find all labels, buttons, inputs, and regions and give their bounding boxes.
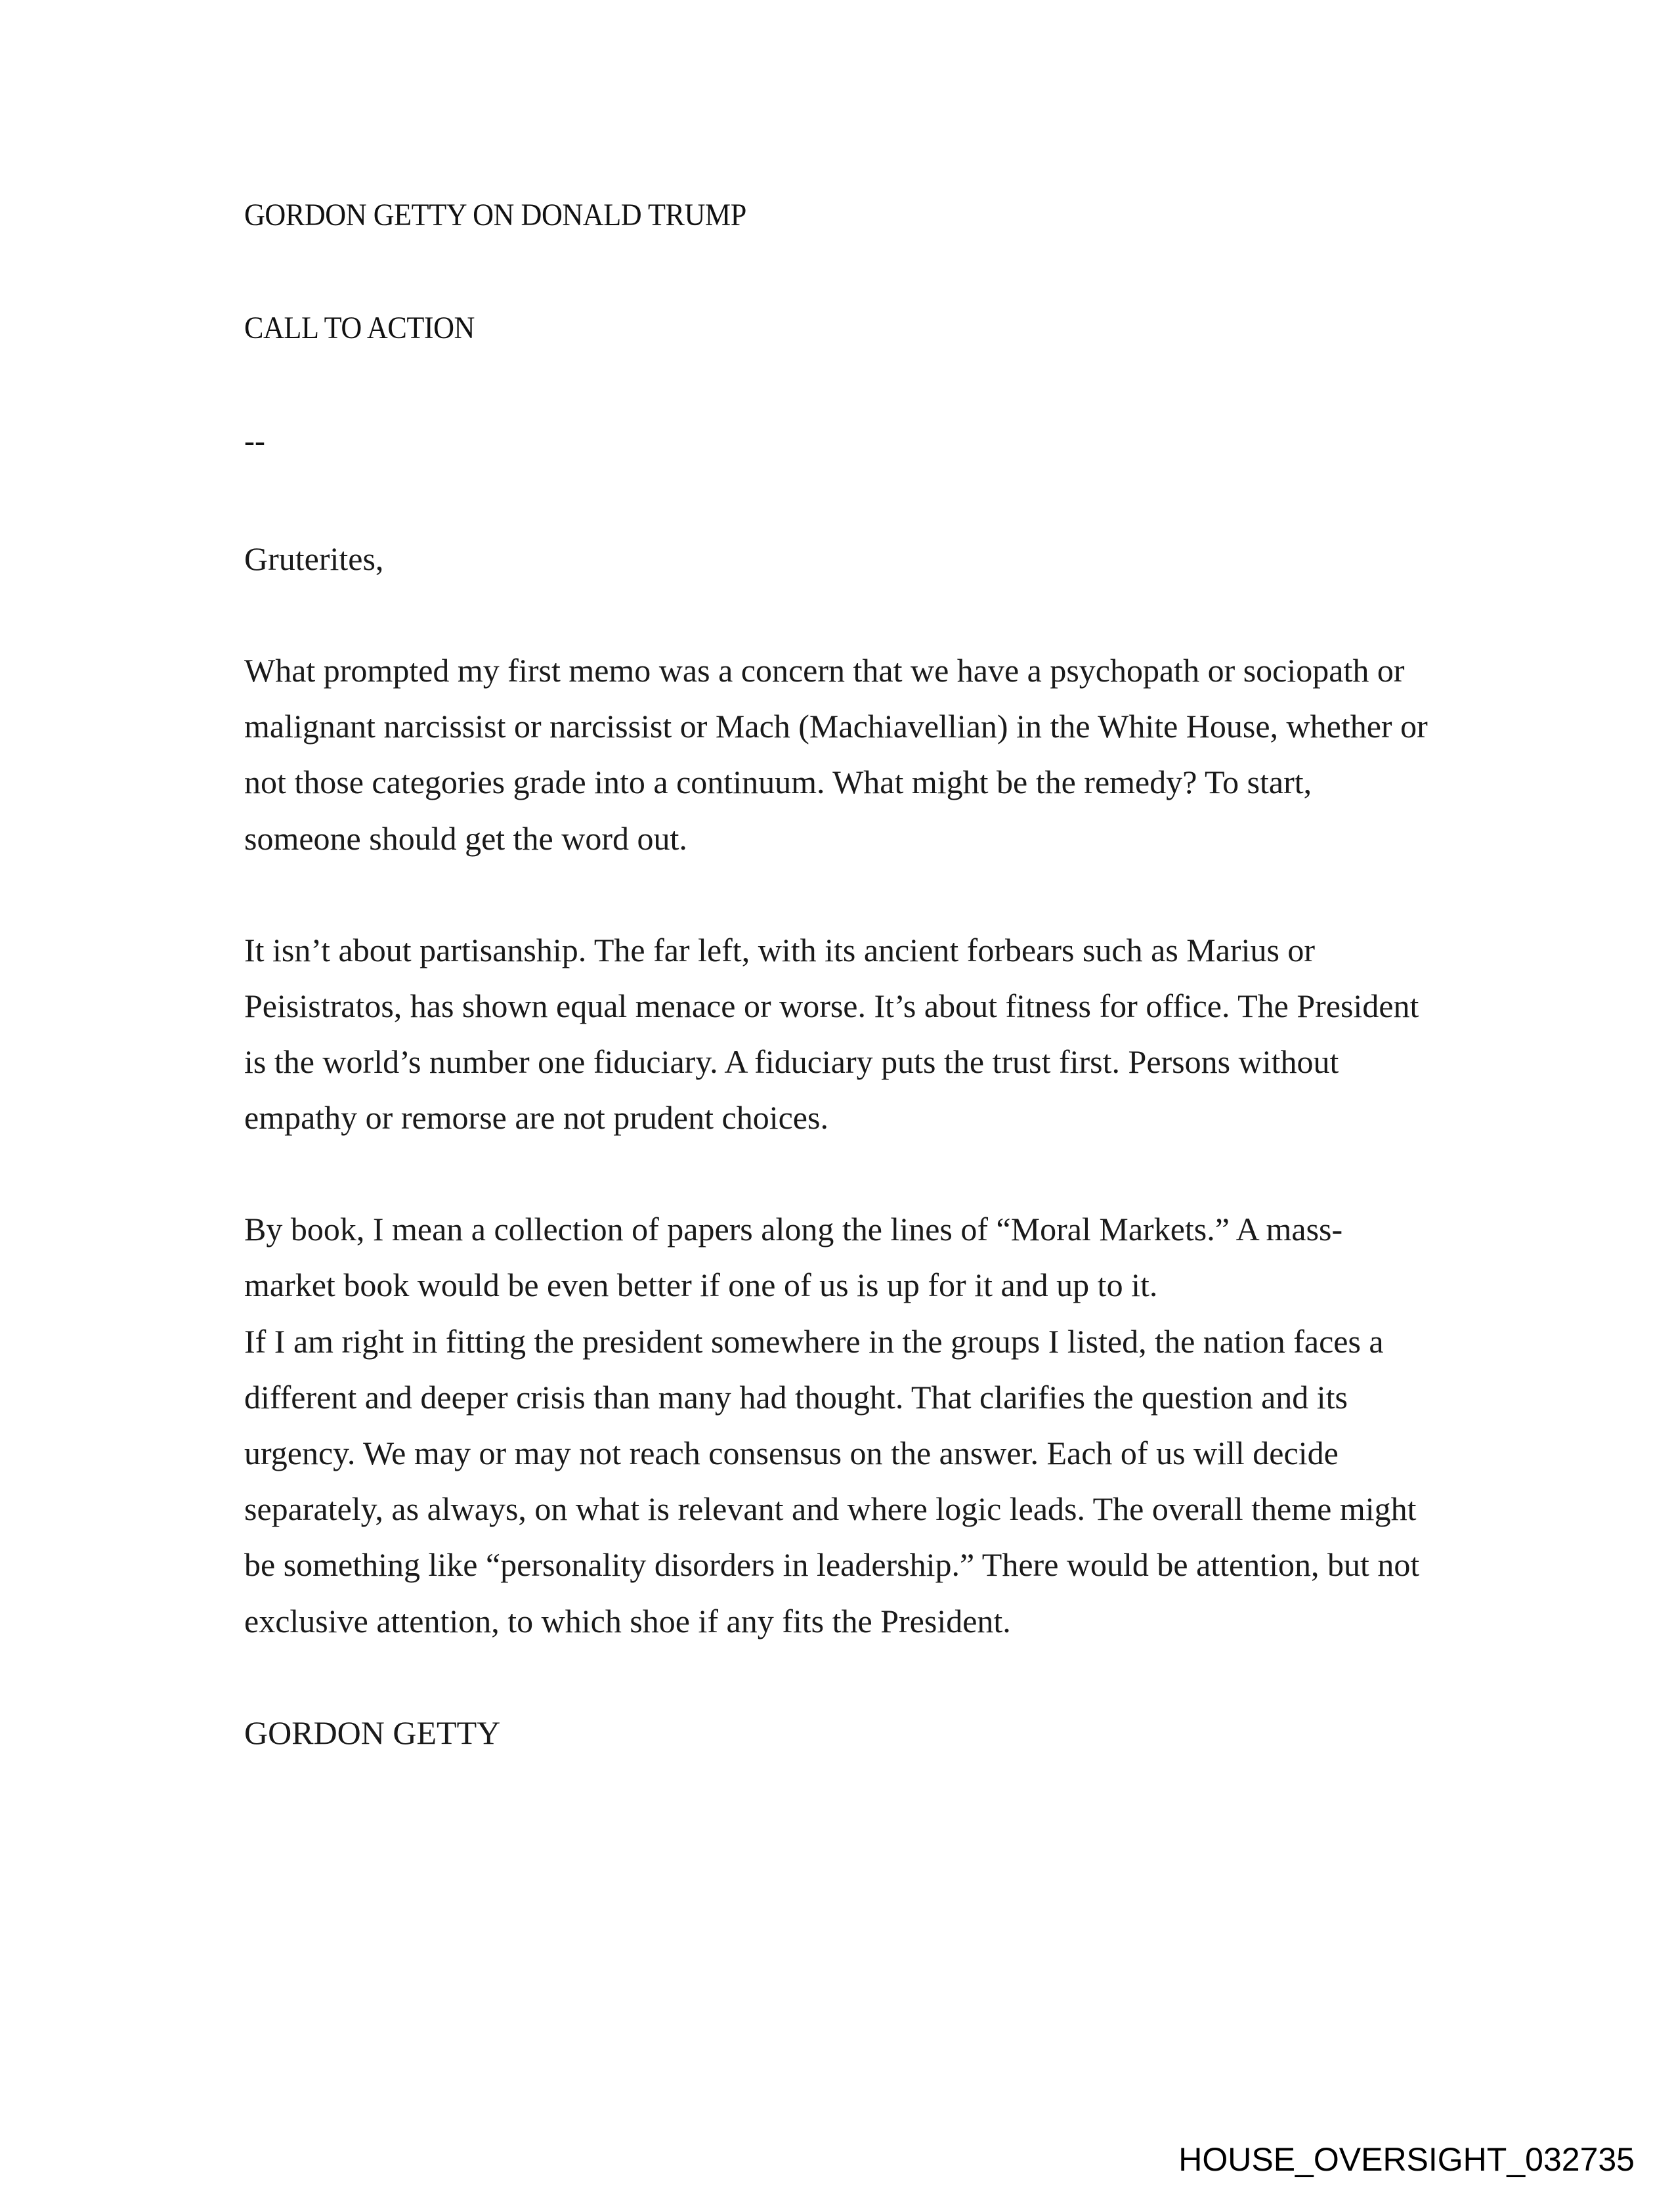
bates-stamp: HOUSE_OVERSIGHT_032735 xyxy=(1178,2141,1635,2178)
paragraph-line: be something like “personality disorders in leadership.” There would be attention, but not xyxy=(244,1546,1420,1583)
paragraph-line: empathy or remorse are not prudent choices. xyxy=(244,1099,828,1136)
paragraph-line: It isn’t about partisanship. The far left, with its ancient forbears such as Marius or xyxy=(244,932,1316,968)
paragraph-line: different and deeper crisis than many had thought. That clarifies the question and its xyxy=(244,1379,1348,1416)
salutation: Gruterites, xyxy=(244,540,384,577)
signature: GORDON GETTY xyxy=(244,1714,501,1751)
paragraph-line: What prompted my first memo was a concern that we have a psychopath or sociopath or xyxy=(244,652,1405,689)
paragraph-line: someone should get the word out. xyxy=(244,820,687,857)
document-subtitle: CALL TO ACTION xyxy=(244,311,475,345)
paragraph-line: is the world’s number one fiduciary. A fiduciary puts the trust first. Persons without xyxy=(244,1043,1339,1080)
paragraph-line: Peisistratos, has shown equal menace or worse. It’s about fitness for office. The President xyxy=(244,987,1419,1024)
paragraph-line: market book would be even better if one of us is up for it and up to it. xyxy=(244,1267,1158,1303)
paragraph-line: If I am right in fitting the president somewhere in the groups I listed, the nation faces a xyxy=(244,1323,1384,1360)
paragraph-line: By book, I mean a collection of papers along the lines of “Moral Markets.” A mass- xyxy=(244,1211,1343,1247)
paragraph-line: urgency. We may or may not reach consensus on the answer. Each of us will decide xyxy=(244,1435,1339,1471)
paragraph-line: not those categories grade into a continuum. What might be the remedy? To start, xyxy=(244,764,1312,800)
paragraph-line: exclusive attention, to which shoe if any fits the President. xyxy=(244,1603,1011,1639)
paragraph-line: malignant narcissist or narcissist or Mach (Machiavellian) in the White House, whether or xyxy=(244,708,1428,745)
paragraph-line: separately, as always, on what is relevant and where logic leads. The overall theme might xyxy=(244,1490,1417,1527)
separator: -- xyxy=(244,423,265,458)
document-title: GORDON GETTY ON DONALD TRUMP xyxy=(244,198,746,232)
